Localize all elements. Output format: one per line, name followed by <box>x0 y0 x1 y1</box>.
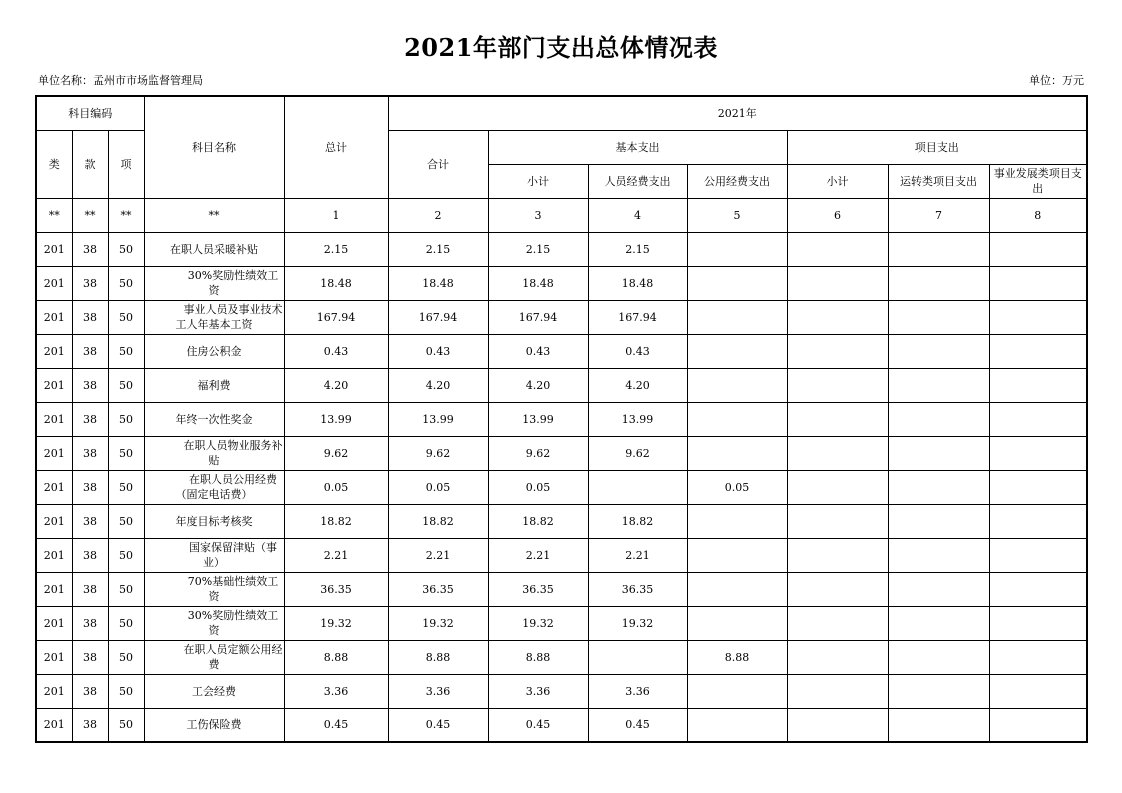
cell-project-subtotal <box>787 504 888 538</box>
cell-personnel: 9.62 <box>588 436 687 470</box>
subject-name-cell <box>144 470 284 504</box>
cell-total: 36.35 <box>284 572 388 606</box>
header-development: 事业发展类项目支出 <box>989 164 1087 198</box>
header-subject-code: 科目编码 <box>36 96 144 130</box>
cell-total: 13.99 <box>284 402 388 436</box>
cell-public-funds <box>687 572 787 606</box>
table-row <box>36 640 1087 674</box>
index-cell: 4 <box>588 198 687 232</box>
table-row <box>36 708 1087 742</box>
index-cell: ** <box>144 198 284 232</box>
cell-public-funds <box>687 436 787 470</box>
cell-total: 2.21 <box>284 538 388 572</box>
cell-public-funds <box>687 334 787 368</box>
cell-development <box>989 368 1087 402</box>
subject-name-cell <box>144 402 284 436</box>
expenditure-table <box>35 95 1088 743</box>
cell-basic-subtotal: 2.15 <box>488 232 588 266</box>
cell-transfer <box>888 572 989 606</box>
cell-development <box>989 640 1087 674</box>
table-row <box>36 232 1087 266</box>
table-row <box>36 470 1087 504</box>
cell-lei: 201 <box>36 572 72 606</box>
cell-project-subtotal <box>787 470 888 504</box>
table-row <box>36 504 1087 538</box>
cell-development <box>989 436 1087 470</box>
cell-lei: 201 <box>36 436 72 470</box>
cell-development <box>989 334 1087 368</box>
table-row <box>36 674 1087 708</box>
cell-kuan: 38 <box>72 606 108 640</box>
cell-sum: 4.20 <box>388 368 488 402</box>
cell-kuan: 38 <box>72 368 108 402</box>
cell-development <box>989 470 1087 504</box>
cell-public-funds <box>687 402 787 436</box>
page-title: 2021年部门支出总体情况表 <box>404 33 718 62</box>
cell-public-funds <box>687 674 787 708</box>
cell-project-subtotal <box>787 538 888 572</box>
cell-personnel: 2.15 <box>588 232 687 266</box>
cell-basic-subtotal: 0.43 <box>488 334 588 368</box>
index-cell: ** <box>108 198 144 232</box>
table-row <box>36 606 1087 640</box>
cell-transfer <box>888 232 989 266</box>
cell-kuan: 38 <box>72 266 108 300</box>
cell-public-funds <box>687 606 787 640</box>
header-xiang: 项 <box>108 130 144 198</box>
cell-transfer <box>888 538 989 572</box>
index-cell: 7 <box>888 198 989 232</box>
cell-personnel: 19.32 <box>588 606 687 640</box>
index-cell: 8 <box>989 198 1087 232</box>
cell-total: 19.32 <box>284 606 388 640</box>
subject-name-text: 工会经费 <box>192 684 236 698</box>
header-basic-expenditure: 基本支出 <box>488 130 787 164</box>
subject-name-text: 在职人员物业服务补贴 <box>183 439 283 467</box>
subject-name-text: 工伤保险费 <box>186 718 242 732</box>
table-row <box>36 300 1087 334</box>
cell-sum: 9.62 <box>388 436 488 470</box>
header-total: 总计 <box>284 96 388 198</box>
cell-project-subtotal <box>787 232 888 266</box>
cell-kuan: 38 <box>72 232 108 266</box>
subject-name-text: 70%基础性绩效工资 <box>187 575 279 603</box>
cell-kuan: 38 <box>72 334 108 368</box>
cell-kuan: 38 <box>72 674 108 708</box>
header-public-funds: 公用经费支出 <box>687 164 787 198</box>
cell-transfer <box>888 402 989 436</box>
cell-basic-subtotal: 4.20 <box>488 368 588 402</box>
cell-xiang: 50 <box>108 572 144 606</box>
subject-name-cell <box>144 640 284 674</box>
cell-kuan: 38 <box>72 470 108 504</box>
subject-name-text: 住房公积金 <box>186 344 242 358</box>
cell-development <box>989 402 1087 436</box>
cell-total: 0.43 <box>284 334 388 368</box>
cell-kuan: 38 <box>72 436 108 470</box>
cell-lei: 201 <box>36 334 72 368</box>
index-cell: 2 <box>388 198 488 232</box>
cell-basic-subtotal: 18.82 <box>488 504 588 538</box>
cell-public-funds: 0.05 <box>687 470 787 504</box>
cell-project-subtotal <box>787 606 888 640</box>
subject-name-cell <box>144 538 284 572</box>
index-cell: ** <box>36 198 72 232</box>
cell-development <box>989 504 1087 538</box>
cell-total: 0.45 <box>284 708 388 742</box>
subject-name-text: 福利费 <box>197 378 231 392</box>
cell-public-funds <box>687 300 787 334</box>
cell-kuan: 38 <box>72 538 108 572</box>
cell-sum: 167.94 <box>388 300 488 334</box>
cell-basic-subtotal: 19.32 <box>488 606 588 640</box>
cell-transfer <box>888 640 989 674</box>
header-year: 2021年 <box>388 96 1087 130</box>
cell-xiang: 50 <box>108 232 144 266</box>
header-project-expenditure: 项目支出 <box>787 130 1087 164</box>
cell-sum: 2.21 <box>388 538 488 572</box>
subject-name-text: 在职人员公用经费（固定电话费） <box>175 473 277 501</box>
cell-development <box>989 708 1087 742</box>
cell-transfer <box>888 504 989 538</box>
cell-xiang: 50 <box>108 334 144 368</box>
cell-kuan: 38 <box>72 708 108 742</box>
cell-xiang: 50 <box>108 708 144 742</box>
index-cell: ** <box>72 198 108 232</box>
cell-basic-subtotal: 0.45 <box>488 708 588 742</box>
cell-development <box>989 232 1087 266</box>
index-cell: 1 <box>284 198 388 232</box>
subject-name-cell <box>144 334 284 368</box>
cell-lei: 201 <box>36 674 72 708</box>
cell-basic-subtotal: 0.05 <box>488 470 588 504</box>
table-row <box>36 334 1087 368</box>
cell-development <box>989 674 1087 708</box>
cell-sum: 0.43 <box>388 334 488 368</box>
cell-basic-subtotal: 8.88 <box>488 640 588 674</box>
cell-lei: 201 <box>36 708 72 742</box>
cell-project-subtotal <box>787 572 888 606</box>
cell-personnel <box>588 470 687 504</box>
table-row <box>36 572 1087 606</box>
cell-basic-subtotal: 3.36 <box>488 674 588 708</box>
cell-project-subtotal <box>787 436 888 470</box>
subject-name-cell <box>144 504 284 538</box>
cell-development <box>989 572 1087 606</box>
cell-lei: 201 <box>36 232 72 266</box>
cell-xiang: 50 <box>108 436 144 470</box>
subject-name-cell <box>144 708 284 742</box>
cell-transfer <box>888 708 989 742</box>
subject-name-cell <box>144 266 284 300</box>
cell-basic-subtotal: 167.94 <box>488 300 588 334</box>
cell-project-subtotal <box>787 300 888 334</box>
subject-name-text: 在职人员定额公用经费 <box>183 643 283 671</box>
cell-project-subtotal <box>787 674 888 708</box>
cell-basic-subtotal: 13.99 <box>488 402 588 436</box>
header-personnel: 人员经费支出 <box>588 164 687 198</box>
cell-project-subtotal <box>787 334 888 368</box>
cell-total: 2.15 <box>284 232 388 266</box>
cell-total: 9.62 <box>284 436 388 470</box>
cell-development <box>989 538 1087 572</box>
cell-personnel: 167.94 <box>588 300 687 334</box>
cell-public-funds: 8.88 <box>687 640 787 674</box>
subject-name-text: 年终一次性奖金 <box>175 412 253 426</box>
cell-lei: 201 <box>36 402 72 436</box>
subject-name-text: 年度目标考核奖 <box>175 514 253 528</box>
cell-sum: 2.15 <box>388 232 488 266</box>
cell-sum: 19.32 <box>388 606 488 640</box>
cell-project-subtotal <box>787 368 888 402</box>
cell-kuan: 38 <box>72 402 108 436</box>
cell-transfer <box>888 300 989 334</box>
header-project-subtotal: 小计 <box>787 164 888 198</box>
cell-total: 18.48 <box>284 266 388 300</box>
cell-personnel: 18.82 <box>588 504 687 538</box>
cell-total: 167.94 <box>284 300 388 334</box>
cell-lei: 201 <box>36 504 72 538</box>
cell-kuan: 38 <box>72 504 108 538</box>
cell-xiang: 50 <box>108 504 144 538</box>
header-subject-name: 科目名称 <box>144 96 284 198</box>
subject-name-cell <box>144 436 284 470</box>
subject-name-cell <box>144 606 284 640</box>
table-row <box>36 538 1087 572</box>
cell-sum: 36.35 <box>388 572 488 606</box>
header-transfer: 运转类项目支出 <box>888 164 989 198</box>
currency-unit-label: 单位：万元 <box>1029 74 1084 87</box>
cell-public-funds <box>687 266 787 300</box>
cell-xiang: 50 <box>108 266 144 300</box>
cell-transfer <box>888 368 989 402</box>
cell-transfer <box>888 436 989 470</box>
cell-xiang: 50 <box>108 300 144 334</box>
table-row <box>36 266 1087 300</box>
cell-sum: 3.36 <box>388 674 488 708</box>
cell-basic-subtotal: 18.48 <box>488 266 588 300</box>
cell-project-subtotal <box>787 640 888 674</box>
cell-public-funds <box>687 232 787 266</box>
cell-public-funds <box>687 368 787 402</box>
data-rows <box>36 232 1087 742</box>
cell-lei: 201 <box>36 368 72 402</box>
subject-name-cell <box>144 572 284 606</box>
cell-personnel: 0.43 <box>588 334 687 368</box>
subject-name-text: 30%奖励性绩效工资 <box>187 269 279 297</box>
table-row <box>36 436 1087 470</box>
cell-lei: 201 <box>36 470 72 504</box>
cell-basic-subtotal: 9.62 <box>488 436 588 470</box>
cell-xiang: 50 <box>108 538 144 572</box>
index-cell: 3 <box>488 198 588 232</box>
cell-kuan: 38 <box>72 640 108 674</box>
subject-name-text: 在职人员采暖补贴 <box>170 242 258 256</box>
cell-basic-subtotal: 2.21 <box>488 538 588 572</box>
cell-personnel: 2.21 <box>588 538 687 572</box>
cell-transfer <box>888 674 989 708</box>
cell-transfer <box>888 334 989 368</box>
header-sum: 合计 <box>388 130 488 198</box>
subject-name-text: 30%奖励性绩效工资 <box>187 609 279 637</box>
index-cell: 6 <box>787 198 888 232</box>
cell-xiang: 50 <box>108 640 144 674</box>
unit-name-label: 单位名称：孟州市市场监督管理局 <box>38 74 203 87</box>
cell-development <box>989 300 1087 334</box>
cell-project-subtotal <box>787 402 888 436</box>
cell-xiang: 50 <box>108 470 144 504</box>
cell-kuan: 38 <box>72 300 108 334</box>
cell-total: 0.05 <box>284 470 388 504</box>
subject-name-cell <box>144 674 284 708</box>
cell-personnel: 13.99 <box>588 402 687 436</box>
index-cell: 5 <box>687 198 787 232</box>
cell-transfer <box>888 606 989 640</box>
cell-public-funds <box>687 538 787 572</box>
cell-basic-subtotal: 36.35 <box>488 572 588 606</box>
cell-sum: 8.88 <box>388 640 488 674</box>
cell-personnel: 4.20 <box>588 368 687 402</box>
cell-lei: 201 <box>36 640 72 674</box>
header-row-1 <box>36 96 1087 130</box>
cell-total: 8.88 <box>284 640 388 674</box>
header-lei: 类 <box>36 130 72 198</box>
cell-sum: 18.82 <box>388 504 488 538</box>
subject-name-cell <box>144 232 284 266</box>
cell-sum: 0.45 <box>388 708 488 742</box>
cell-xiang: 50 <box>108 402 144 436</box>
cell-total: 4.20 <box>284 368 388 402</box>
cell-development <box>989 606 1087 640</box>
cell-lei: 201 <box>36 538 72 572</box>
header-index-row <box>36 198 1087 232</box>
cell-sum: 18.48 <box>388 266 488 300</box>
cell-personnel <box>588 640 687 674</box>
cell-sum: 0.05 <box>388 470 488 504</box>
header-basic-subtotal: 小计 <box>488 164 588 198</box>
cell-personnel: 3.36 <box>588 674 687 708</box>
cell-lei: 201 <box>36 300 72 334</box>
cell-personnel: 36.35 <box>588 572 687 606</box>
cell-personnel: 18.48 <box>588 266 687 300</box>
cell-total: 18.82 <box>284 504 388 538</box>
cell-transfer <box>888 266 989 300</box>
cell-transfer <box>888 470 989 504</box>
cell-sum: 13.99 <box>388 402 488 436</box>
subject-name-text: 事业人员及事业技术工人年基本工资 <box>175 303 283 331</box>
table-row <box>36 368 1087 402</box>
subject-name-text: 国家保留津贴（事业） <box>189 541 277 569</box>
subject-name-cell <box>144 300 284 334</box>
cell-kuan: 38 <box>72 572 108 606</box>
cell-project-subtotal <box>787 266 888 300</box>
cell-public-funds <box>687 504 787 538</box>
cell-development <box>989 266 1087 300</box>
cell-public-funds <box>687 708 787 742</box>
cell-project-subtotal <box>787 708 888 742</box>
cell-xiang: 50 <box>108 606 144 640</box>
cell-xiang: 50 <box>108 674 144 708</box>
cell-total: 3.36 <box>284 674 388 708</box>
cell-personnel: 0.45 <box>588 708 687 742</box>
subject-name-cell <box>144 368 284 402</box>
cell-lei: 201 <box>36 606 72 640</box>
cell-lei: 201 <box>36 266 72 300</box>
table-row <box>36 402 1087 436</box>
cell-xiang: 50 <box>108 368 144 402</box>
header-kuan: 款 <box>72 130 108 198</box>
